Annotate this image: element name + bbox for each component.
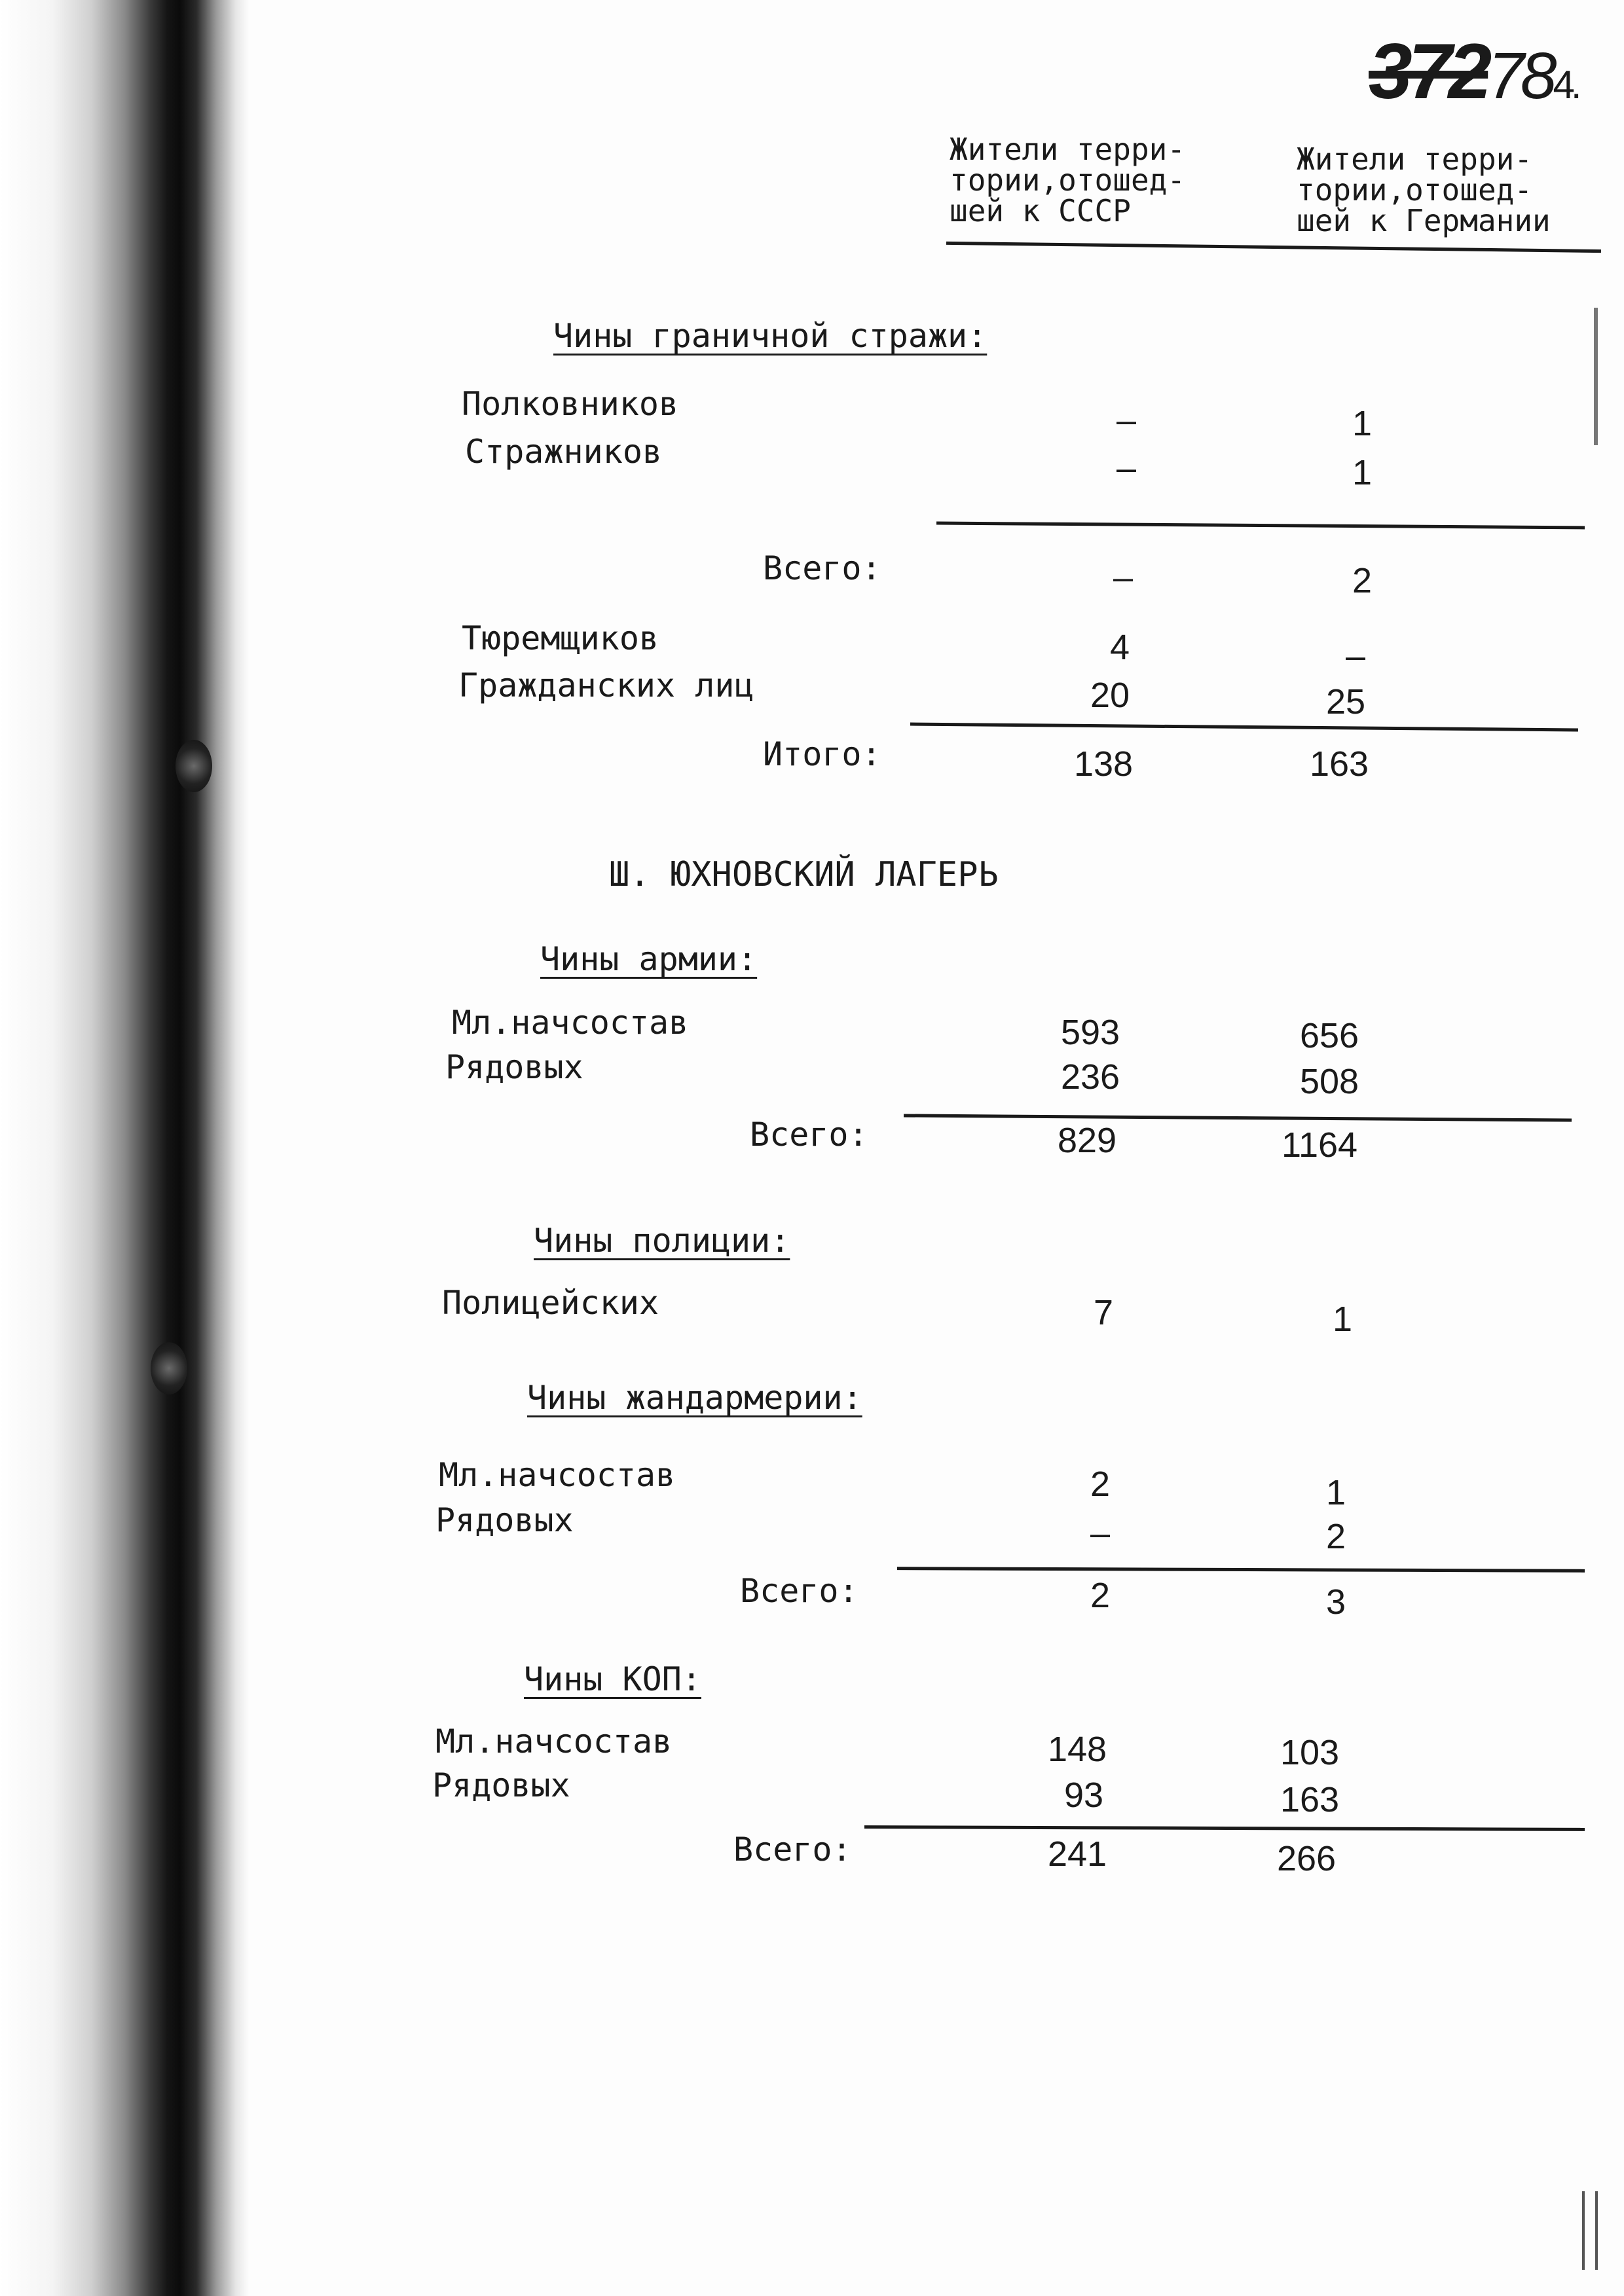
page-edge-mark — [1594, 308, 1598, 445]
cell-germany: 2 — [1325, 1517, 1346, 1556]
cell-germany: 656 — [1299, 1016, 1359, 1055]
cell-germany: 3 — [1325, 1582, 1346, 1622]
cell-ussr: 829 — [1057, 1121, 1117, 1160]
cell-ussr: 593 — [1060, 1013, 1120, 1052]
cell-germany: 1 — [1352, 404, 1373, 443]
row-label: Мл.начсостав — [439, 1456, 676, 1494]
header-rule — [946, 242, 1601, 253]
total-label: Всего: — [733, 1831, 852, 1868]
page-edge-mark — [1582, 2191, 1585, 2270]
cell-ussr: 138 — [1073, 744, 1134, 784]
cell-ussr: 241 — [1047, 1834, 1107, 1874]
cell-ussr: 148 — [1047, 1730, 1107, 1769]
column-header-germany: Жители терри- тории,отошед- шей к Германии — [1297, 141, 1551, 238]
row-label: Рядовых — [432, 1766, 570, 1804]
camp-title: Ш. ЮХНОВСКИЙ ЛАГЕРЬ — [609, 855, 999, 894]
cell-germany: 1 — [1352, 453, 1373, 492]
section-heading-border-guard: Чины граничной стражи: — [553, 317, 987, 355]
cell-ussr: 7 — [1093, 1293, 1114, 1332]
total-label: Всего: — [750, 1116, 868, 1154]
punch-hole-top — [175, 740, 212, 792]
row-label: Рядовых — [445, 1048, 583, 1086]
row-label: Гражданских лиц — [458, 666, 754, 704]
subtotal-rule — [904, 1114, 1572, 1121]
cell-germany: 103 — [1280, 1733, 1340, 1772]
page-edge-mark — [1595, 2191, 1598, 2270]
total-label: Всего: — [763, 549, 881, 587]
total-label: Всего: — [740, 1572, 858, 1610]
binding-shadow — [0, 0, 249, 2296]
cell-ussr: – — [1116, 448, 1137, 488]
cell-germany: 163 — [1309, 744, 1369, 784]
cell-ussr: – — [1116, 401, 1137, 440]
page-number-suffix: 4. — [1553, 63, 1578, 107]
cell-germany: 1 — [1332, 1300, 1353, 1339]
cell-germany: 508 — [1299, 1062, 1359, 1101]
cell-germany: 1164 — [1281, 1125, 1358, 1165]
section-heading-kop: Чины КОП: — [524, 1660, 701, 1698]
cell-ussr: – — [1090, 1514, 1111, 1553]
row-label: Тюремщиков — [462, 619, 659, 657]
cell-germany: 1 — [1325, 1473, 1346, 1512]
cell-ussr: 93 — [1063, 1776, 1104, 1815]
cell-ussr: – — [1113, 558, 1134, 597]
cell-ussr: 4 — [1109, 628, 1130, 667]
cell-ussr: 20 — [1090, 676, 1130, 715]
section-heading-police: Чины полиции: — [534, 1222, 790, 1260]
subtotal-rule — [936, 522, 1585, 530]
row-label: Мл.начсостав — [452, 1004, 689, 1042]
cell-germany: 2 — [1352, 561, 1373, 600]
total-rule — [910, 723, 1578, 732]
page-number-current: 78 — [1488, 39, 1553, 113]
cell-ussr: 2 — [1090, 1576, 1111, 1615]
subtotal-rule — [897, 1567, 1585, 1573]
row-label: Полицейских — [442, 1284, 659, 1322]
cell-germany: – — [1345, 636, 1366, 676]
cell-germany: 25 — [1325, 682, 1366, 721]
grand-total-label: Итого: — [763, 735, 881, 773]
column-header-ussr: Жители терри- тории,отошед- шей к СССР — [950, 132, 1186, 228]
row-label: Рядовых — [435, 1501, 574, 1539]
section-heading-army: Чины армии: — [540, 940, 758, 978]
punch-hole-bottom — [151, 1342, 187, 1394]
cell-germany: 163 — [1280, 1780, 1340, 1819]
page-number — [1369, 26, 1578, 117]
subtotal-rule — [864, 1825, 1585, 1831]
cell-ussr: 236 — [1060, 1057, 1120, 1097]
row-label: Мл.начсостав — [435, 1722, 673, 1760]
row-label: Стражников — [465, 433, 663, 471]
section-heading-gendarmerie: Чины жандармерии: — [527, 1379, 862, 1417]
page-number-struck: 372 — [1369, 27, 1488, 115]
cell-ussr: 2 — [1090, 1465, 1111, 1504]
cell-germany: 266 — [1276, 1839, 1337, 1878]
row-label: Полковников — [462, 385, 679, 423]
